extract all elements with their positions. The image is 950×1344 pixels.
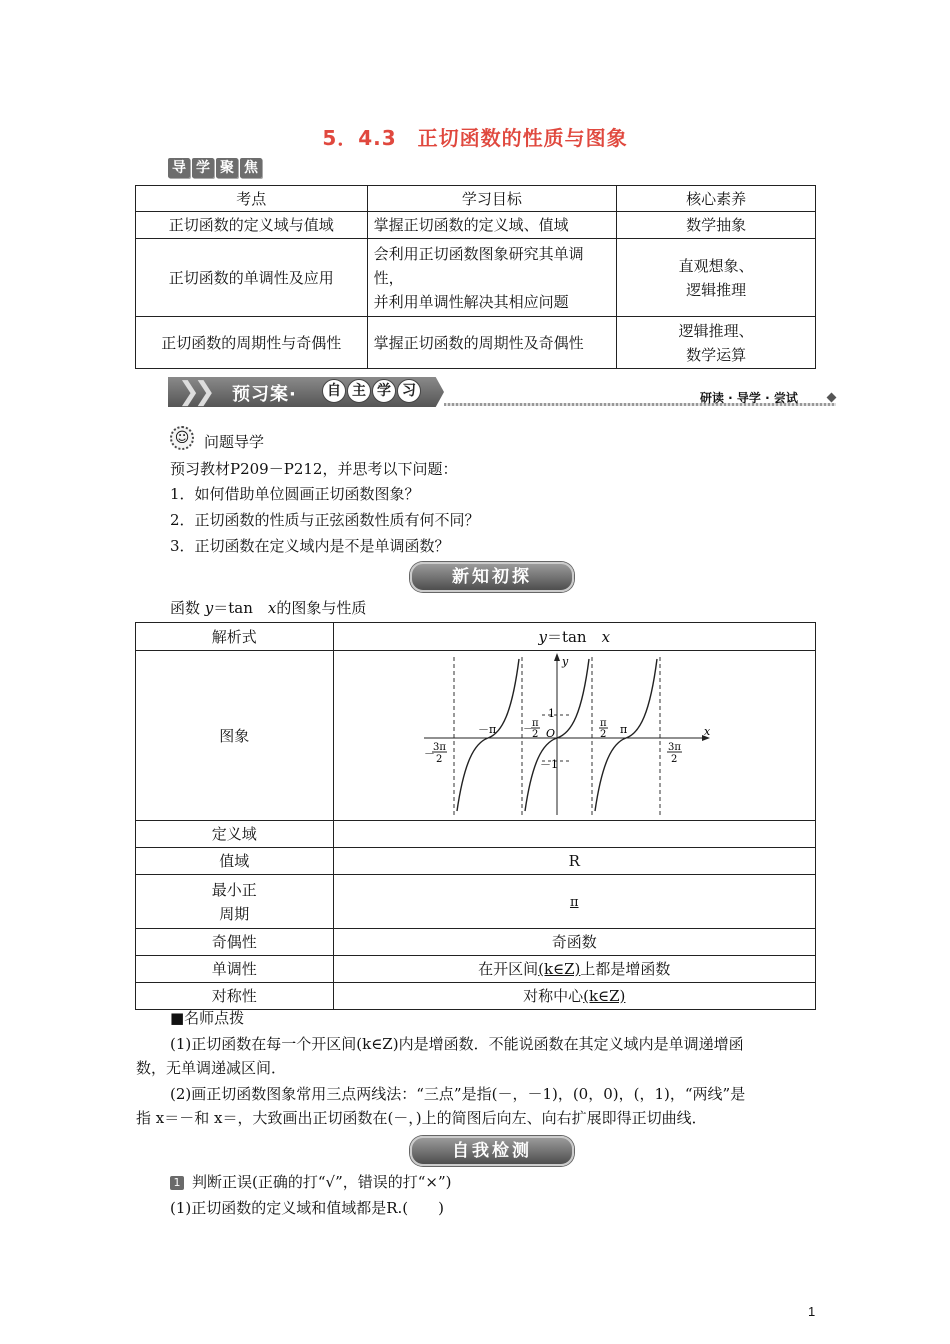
guide-badge: 导 (168, 158, 190, 178)
formula-cell: y＝tan x (333, 623, 815, 651)
page-title: 5．4.3 正切函数的性质与图象 (322, 126, 628, 150)
row-value (333, 821, 815, 848)
preview-banner-pills (322, 379, 421, 403)
guide-badge: 焦 (240, 158, 262, 178)
exercise-number-badge: 1 (170, 1176, 184, 1190)
row-value: R (333, 848, 815, 875)
tangent-graph (424, 653, 724, 819)
table-row (136, 239, 816, 317)
table-cell: 掌握正切函数的定义域、值域 (367, 212, 617, 239)
tick-label: 2 (600, 728, 607, 740)
guide-badge: 聚 (216, 158, 238, 178)
row-label: 解析式 (136, 623, 334, 651)
question-item: 2．正切函数的性质与正弦函数性质有何不同？ (170, 511, 480, 529)
banner-pill: 习 (397, 379, 421, 403)
tick-label: π (600, 717, 607, 729)
row-value: 奇函数 (333, 929, 815, 956)
tick-label: －π (478, 722, 497, 736)
cell-line: 周期 (219, 904, 250, 923)
banner-pill: 自 (322, 379, 346, 403)
banner-right-text: 研读 · 导学 · 尝试 (700, 391, 798, 405)
page-number: 1 (808, 1304, 816, 1319)
column-header: 学习目标 (367, 186, 617, 212)
row-label: 对称性 (136, 983, 334, 1010)
exercise-instruction: 1 判断正误(正确的打“√”，错误的打“×”) (170, 1170, 452, 1194)
objectives-table (135, 185, 816, 369)
tips-paragraph: (1)正切函数在每一个开区间(k∈Z)内是增函数．不能说函数在其定义域内是单调递增函 (170, 1035, 744, 1053)
cell-line: 逻辑推理、 (678, 321, 754, 340)
tick-label: －1 (540, 757, 559, 771)
tips-heading: ■名师点拨 (170, 1009, 245, 1027)
properties-caption: 函数 y＝tan x的图象与性质 (170, 599, 367, 617)
row-value: π (333, 875, 815, 929)
table-row (136, 651, 816, 821)
question-guide-intro: 预习教材P209－P212，并思考以下问题： (170, 460, 458, 478)
table-cell (367, 239, 617, 317)
table-cell: 正切函数的周期性与奇偶性 (136, 317, 368, 369)
preview-banner-label: 预习案· (232, 384, 297, 405)
y-axis-arrow-icon (554, 653, 560, 661)
question-item: 1．如何借助单位圆画正切函数图象？ (170, 485, 420, 503)
tick-label: π (620, 722, 628, 736)
banner-pill: 学 (372, 379, 396, 403)
cell-line: 数学运算 (686, 345, 747, 364)
x-axis-label: x (704, 724, 711, 738)
guide-badge: 学 (192, 158, 214, 178)
cell-line: 最小正 (211, 880, 257, 899)
graph-cell (333, 651, 815, 821)
tick-label: 3π (668, 741, 682, 753)
table-row (136, 956, 816, 983)
cell-line: 并利用单调性解决其相应问题 (373, 292, 569, 311)
banner-pill: 主 (347, 379, 371, 403)
table-cell: 正切函数的单调性及应用 (136, 239, 368, 317)
table-row (136, 848, 816, 875)
tick-label: 3π (433, 741, 447, 753)
row-label: 奇偶性 (136, 929, 334, 956)
row-label: 图象 (136, 651, 334, 821)
row-value: 对称中心(k∈Z) (333, 983, 815, 1010)
row-label: 单调性 (136, 956, 334, 983)
new-knowledge-header: 新知初探 (410, 562, 574, 592)
column-header: 考点 (136, 186, 368, 212)
guide-badge-group (168, 158, 262, 178)
table-cell: 数学抽象 (617, 212, 816, 239)
table-header-row (136, 186, 816, 212)
smiley-icon: ☺ (170, 426, 194, 450)
y-axis-label: y (562, 654, 569, 668)
tick-label: 2 (671, 753, 678, 765)
tips-paragraph: (2)画正切函数图象常用三点两线法：“三点”是指(－，－1)，(0，0)，(，1)，“两线”是 (170, 1085, 746, 1103)
cell-line: 会利用正切函数图象研究其单调 (373, 244, 584, 263)
table-row (136, 212, 816, 239)
table-row (136, 929, 816, 956)
tick-label: － (424, 746, 436, 760)
tick-label: 2 (532, 728, 539, 740)
question-item: 3．正切函数在定义域内是不是单调函数？ (170, 537, 450, 555)
diamond-icon (827, 393, 837, 403)
exercise-item: (1)正切函数的定义域和值域都是R.( ) (170, 1199, 445, 1217)
self-check-header: 自我检测 (410, 1136, 574, 1166)
origin-label: O (546, 726, 556, 740)
column-header: 核心素养 (617, 186, 816, 212)
question-guide-heading: 问题导学 (204, 433, 265, 451)
row-label: 值域 (136, 848, 334, 875)
cell-line: 逻辑推理 (686, 280, 747, 299)
cell-line: 直观想象、 (678, 256, 754, 275)
tick-label: － (523, 721, 535, 735)
tips-paragraph: 数，无单调递减区间． (136, 1059, 287, 1077)
table-row (136, 821, 816, 848)
tips-paragraph: 指 x＝－和 x＝，大致画出正切函数在(－，)上的简图后向左、向右扩展即得正切曲线． (136, 1109, 707, 1127)
row-value: 在开区间(k∈Z)上都是增函数 (333, 956, 815, 983)
cell-line: 性， (373, 268, 404, 287)
table-cell: 掌握正切函数的周期性及奇偶性 (367, 317, 617, 369)
row-label (136, 875, 334, 929)
row-label: 定义域 (136, 821, 334, 848)
table-cell (617, 239, 816, 317)
properties-table (135, 622, 816, 1010)
table-row (136, 875, 816, 929)
tick-label: 2 (436, 753, 443, 765)
chevron-arrows-icon: ❯❯ (178, 377, 210, 407)
table-row (136, 317, 816, 369)
tick-label: 1 (548, 706, 556, 720)
table-row (136, 623, 816, 651)
table-cell (617, 317, 816, 369)
table-cell: 正切函数的定义域与值域 (136, 212, 368, 239)
tick-label: π (532, 717, 539, 729)
